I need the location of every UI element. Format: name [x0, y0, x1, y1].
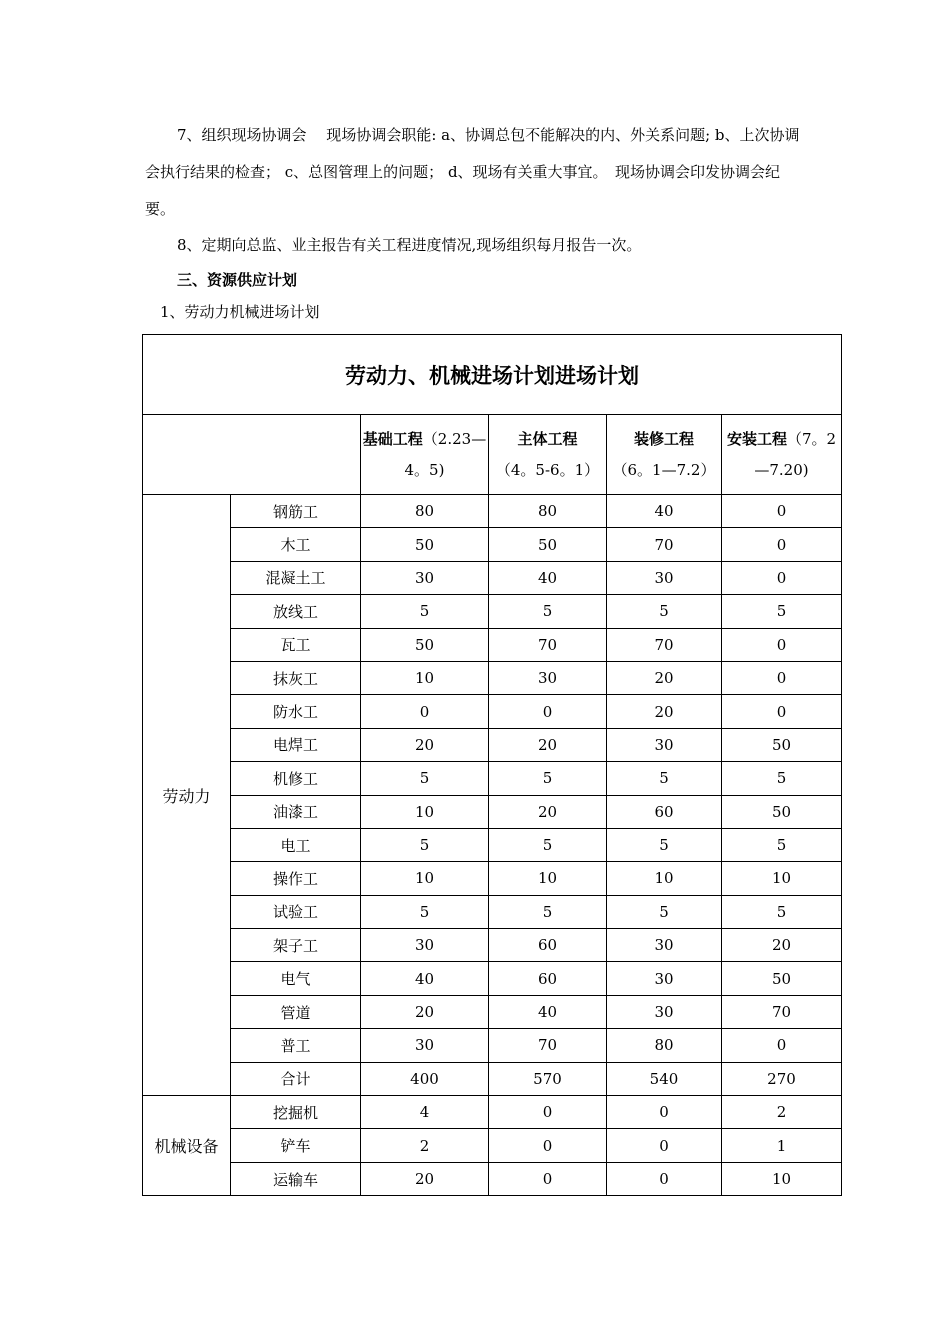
subsection-heading: 1、劳动力机械进场计划	[160, 303, 320, 321]
value-cell: 0	[607, 1162, 722, 1195]
row-name-cell: 合计	[231, 1062, 361, 1095]
table-row	[143, 795, 842, 828]
row-name-cell: 放线工	[231, 595, 361, 628]
value-cell: 30	[607, 962, 722, 995]
row-name-cell: 电焊工	[231, 728, 361, 761]
table-row	[143, 661, 842, 694]
value-cell: 270	[722, 1062, 842, 1095]
value-cell: 0	[722, 495, 842, 528]
table-row	[143, 561, 842, 594]
value-cell: 0	[489, 1096, 607, 1129]
row-name-cell: 普工	[231, 1029, 361, 1062]
value-cell: 20	[489, 728, 607, 761]
value-cell: 0	[722, 695, 842, 728]
value-cell: 60	[489, 929, 607, 962]
table-row	[143, 995, 842, 1028]
table-row	[143, 628, 842, 661]
table-row	[143, 528, 842, 561]
value-cell: 10	[607, 862, 722, 895]
row-name-cell: 瓦工	[231, 628, 361, 661]
table-row	[143, 862, 842, 895]
value-cell: 30	[607, 995, 722, 1028]
value-cell: 5	[607, 828, 722, 861]
value-cell: 5	[489, 828, 607, 861]
value-cell: 5	[722, 762, 842, 795]
value-cell: 50	[722, 728, 842, 761]
value-cell: 70	[607, 628, 722, 661]
row-name-cell: 钢筋工	[231, 495, 361, 528]
value-cell: 5	[489, 595, 607, 628]
paragraph-text: 8、定期向总监、业主报告有关工程进度情况,现场组织每月报告一次。	[177, 236, 642, 254]
value-cell: 2	[361, 1129, 489, 1162]
value-cell: 30	[361, 929, 489, 962]
row-name-cell: 挖掘机	[231, 1096, 361, 1129]
value-cell: 10	[361, 661, 489, 694]
table-row	[143, 1029, 842, 1062]
value-cell: 4	[361, 1096, 489, 1129]
value-cell: 30	[607, 728, 722, 761]
table-row	[143, 1062, 842, 1095]
table-row	[143, 962, 842, 995]
value-cell: 70	[489, 1029, 607, 1062]
table-row	[143, 1129, 842, 1162]
table-row	[143, 929, 842, 962]
group-label-cell: 机械设备	[143, 1096, 231, 1196]
paragraph-item-7	[145, 117, 810, 228]
value-cell: 20	[607, 661, 722, 694]
table-row	[143, 728, 842, 761]
value-cell: 50	[361, 628, 489, 661]
value-cell: 570	[489, 1062, 607, 1095]
value-cell: 2	[722, 1096, 842, 1129]
value-cell: 5	[361, 595, 489, 628]
row-name-cell: 油漆工	[231, 795, 361, 828]
value-cell: 20	[722, 929, 842, 962]
table-title: 劳动力、机械进场计划进场计划	[143, 335, 842, 415]
value-cell: 20	[489, 795, 607, 828]
value-cell: 50	[489, 528, 607, 561]
paragraph-item-8	[145, 227, 810, 264]
value-cell: 0	[489, 1129, 607, 1162]
value-cell: 50	[722, 962, 842, 995]
value-cell: 5	[722, 595, 842, 628]
value-cell: 540	[607, 1062, 722, 1095]
table-row	[143, 495, 842, 528]
value-cell: 0	[722, 561, 842, 594]
value-cell: 10	[361, 795, 489, 828]
value-cell: 30	[361, 1029, 489, 1062]
value-cell: 60	[489, 962, 607, 995]
value-cell: 30	[361, 561, 489, 594]
value-cell: 5	[722, 895, 842, 928]
value-cell: 5	[489, 895, 607, 928]
column-header-decoration: 装修工程 （6。1—7.2）	[607, 415, 722, 495]
column-header-foundation: 基础工程（2.23—4。5)	[361, 415, 489, 495]
row-name-cell: 管道	[231, 995, 361, 1028]
value-cell: 0	[361, 695, 489, 728]
value-cell: 5	[361, 895, 489, 928]
table-row	[143, 895, 842, 928]
row-name-cell: 操作工	[231, 862, 361, 895]
value-cell: 5	[489, 762, 607, 795]
value-cell: 0	[607, 1096, 722, 1129]
value-cell: 20	[361, 728, 489, 761]
row-name-cell: 架子工	[231, 929, 361, 962]
row-name-cell: 试验工	[231, 895, 361, 928]
value-cell: 5	[722, 828, 842, 861]
row-name-cell: 电气	[231, 962, 361, 995]
value-cell: 0	[489, 1162, 607, 1195]
row-name-cell: 机修工	[231, 762, 361, 795]
value-cell: 30	[607, 929, 722, 962]
value-cell: 5	[607, 895, 722, 928]
value-cell: 30	[489, 661, 607, 694]
table-row	[143, 1162, 842, 1195]
value-cell: 0	[722, 628, 842, 661]
table-corner-cell	[143, 415, 361, 495]
value-cell: 40	[489, 995, 607, 1028]
value-cell: 1	[722, 1129, 842, 1162]
value-cell: 70	[722, 995, 842, 1028]
table-row	[143, 762, 842, 795]
value-cell: 0	[489, 695, 607, 728]
column-header-installation: 安装工程（7。2—7.20)	[722, 415, 842, 495]
row-name-cell: 木工	[231, 528, 361, 561]
value-cell: 70	[607, 528, 722, 561]
value-cell: 40	[489, 561, 607, 594]
table-row	[143, 695, 842, 728]
paragraph-text: 7、组织现场协调会 现场协调会职能: a、协调总包不能解决的内、外关系问题; b、上次协调会执行结果的检查； c、总图管理上的问题； d、现场有关重大事宜。 现场协调会印发协调会纪要。	[145, 126, 800, 218]
row-name-cell: 铲车	[231, 1129, 361, 1162]
value-cell: 10	[489, 862, 607, 895]
value-cell: 50	[722, 795, 842, 828]
value-cell: 10	[722, 1162, 842, 1195]
value-cell: 0	[722, 528, 842, 561]
row-name-cell: 运输车	[231, 1162, 361, 1195]
value-cell: 0	[607, 1129, 722, 1162]
value-cell: 20	[361, 995, 489, 1028]
value-cell: 50	[361, 528, 489, 561]
row-name-cell: 混凝土工	[231, 561, 361, 594]
value-cell: 80	[489, 495, 607, 528]
column-header-structure: 主体工程 （4。5-6。1）	[489, 415, 607, 495]
value-cell: 40	[607, 495, 722, 528]
value-cell: 60	[607, 795, 722, 828]
value-cell: 20	[361, 1162, 489, 1195]
table-row	[143, 1096, 842, 1129]
value-cell: 10	[361, 862, 489, 895]
table-row	[143, 828, 842, 861]
section-heading-text: 三、资源供应计划	[177, 271, 298, 289]
value-cell: 30	[607, 561, 722, 594]
value-cell: 5	[361, 828, 489, 861]
row-name-cell: 抹灰工	[231, 661, 361, 694]
value-cell: 5	[607, 595, 722, 628]
value-cell: 10	[722, 862, 842, 895]
group-label-cell: 劳动力	[143, 495, 231, 1096]
value-cell: 5	[361, 762, 489, 795]
value-cell: 20	[607, 695, 722, 728]
value-cell: 400	[361, 1062, 489, 1095]
value-cell: 5	[607, 762, 722, 795]
value-cell: 0	[722, 1029, 842, 1062]
table-header-row	[143, 415, 842, 495]
row-name-cell: 防水工	[231, 695, 361, 728]
value-cell: 80	[607, 1029, 722, 1062]
value-cell: 70	[489, 628, 607, 661]
table-row	[143, 595, 842, 628]
value-cell: 0	[722, 661, 842, 694]
value-cell: 80	[361, 495, 489, 528]
value-cell: 40	[361, 962, 489, 995]
resource-plan-table	[142, 334, 842, 1196]
row-name-cell: 电工	[231, 828, 361, 861]
